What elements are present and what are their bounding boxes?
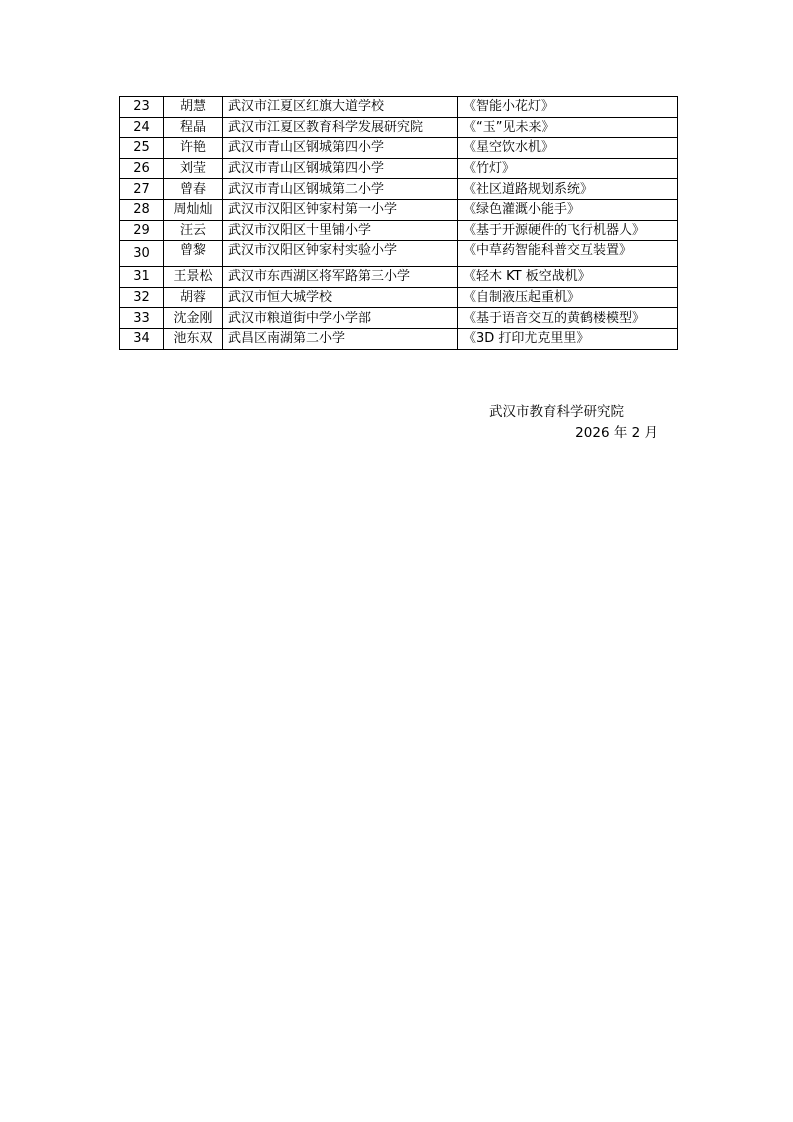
table-row bbox=[120, 117, 678, 138]
work-title: 《基于语音交互的黄鹤楼模型》 bbox=[458, 308, 678, 329]
teacher-name: 胡慧 bbox=[164, 97, 223, 118]
work-title: 《自制液压起重机》 bbox=[458, 287, 678, 308]
work-title: 《中草药智能科普交互装置》 bbox=[458, 241, 678, 267]
school-name: 武汉市恒大城学校 bbox=[223, 287, 458, 308]
school-name: 武汉市汉阳区钟家村实验小学 bbox=[223, 241, 458, 267]
work-title: 《竹灯》 bbox=[458, 158, 678, 179]
row-number: 31 bbox=[120, 267, 164, 288]
teacher-name: 池东双 bbox=[164, 328, 223, 349]
table-row bbox=[120, 158, 678, 179]
row-number: 32 bbox=[120, 287, 164, 308]
teacher-name: 王景松 bbox=[164, 267, 223, 288]
table-row bbox=[120, 308, 678, 329]
issue-date: 2026 年 2 月 bbox=[575, 425, 658, 441]
school-name: 武汉市汉阳区钟家村第一小学 bbox=[223, 199, 458, 220]
work-title: 《社区道路规划系统》 bbox=[458, 179, 678, 200]
teacher-name: 周灿灿 bbox=[164, 199, 223, 220]
table-row bbox=[120, 328, 678, 349]
school-name: 武汉市东西湖区将军路第三小学 bbox=[223, 267, 458, 288]
school-name: 武汉市青山区钢城第二小学 bbox=[223, 179, 458, 200]
issuing-organization: 武汉市教育科学研究院 bbox=[489, 404, 624, 420]
table-row bbox=[120, 97, 678, 118]
school-name: 武昌区南湖第二小学 bbox=[223, 328, 458, 349]
teacher-name: 程晶 bbox=[164, 117, 223, 138]
table-row bbox=[120, 241, 678, 267]
row-number: 24 bbox=[120, 117, 164, 138]
teacher-name: 汪云 bbox=[164, 220, 223, 241]
row-number: 28 bbox=[120, 199, 164, 220]
row-number: 23 bbox=[120, 97, 164, 118]
table-row bbox=[120, 267, 678, 288]
table-row bbox=[120, 220, 678, 241]
teacher-name: 曾黎 bbox=[164, 241, 223, 267]
table-row bbox=[120, 179, 678, 200]
work-title: 《绿色灌溉小能手》 bbox=[458, 199, 678, 220]
school-name: 武汉市江夏区教育科学发展研究院 bbox=[223, 117, 458, 138]
work-title: 《“玉”见未来》 bbox=[458, 117, 678, 138]
row-number: 29 bbox=[120, 220, 164, 241]
row-number: 25 bbox=[120, 138, 164, 159]
row-number: 30 bbox=[120, 241, 164, 267]
signature-block bbox=[489, 402, 658, 444]
table-row bbox=[120, 138, 678, 159]
row-number: 33 bbox=[120, 308, 164, 329]
row-number: 27 bbox=[120, 179, 164, 200]
teacher-name: 刘莹 bbox=[164, 158, 223, 179]
school-name: 武汉市青山区钢城第四小学 bbox=[223, 138, 458, 159]
teacher-name: 沈金刚 bbox=[164, 308, 223, 329]
row-number: 34 bbox=[120, 328, 164, 349]
work-title: 《基于开源硬件的飞行机器人》 bbox=[458, 220, 678, 241]
work-title: 《轻木 KT 板空战机》 bbox=[458, 267, 678, 288]
school-name: 武汉市江夏区红旗大道学校 bbox=[223, 97, 458, 118]
school-name: 武汉市青山区钢城第四小学 bbox=[223, 158, 458, 179]
teacher-name: 曾春 bbox=[164, 179, 223, 200]
school-name: 武汉市汉阳区十里铺小学 bbox=[223, 220, 458, 241]
school-name: 武汉市粮道街中学小学部 bbox=[223, 308, 458, 329]
teacher-name: 胡蓉 bbox=[164, 287, 223, 308]
work-title: 《3D 打印尤克里里》 bbox=[458, 328, 678, 349]
row-number: 26 bbox=[120, 158, 164, 179]
work-title: 《星空饮水机》 bbox=[458, 138, 678, 159]
teacher-name: 许艳 bbox=[164, 138, 223, 159]
table-row bbox=[120, 199, 678, 220]
award-list-table bbox=[119, 96, 678, 350]
table-row bbox=[120, 287, 678, 308]
work-title: 《智能小花灯》 bbox=[458, 97, 678, 118]
